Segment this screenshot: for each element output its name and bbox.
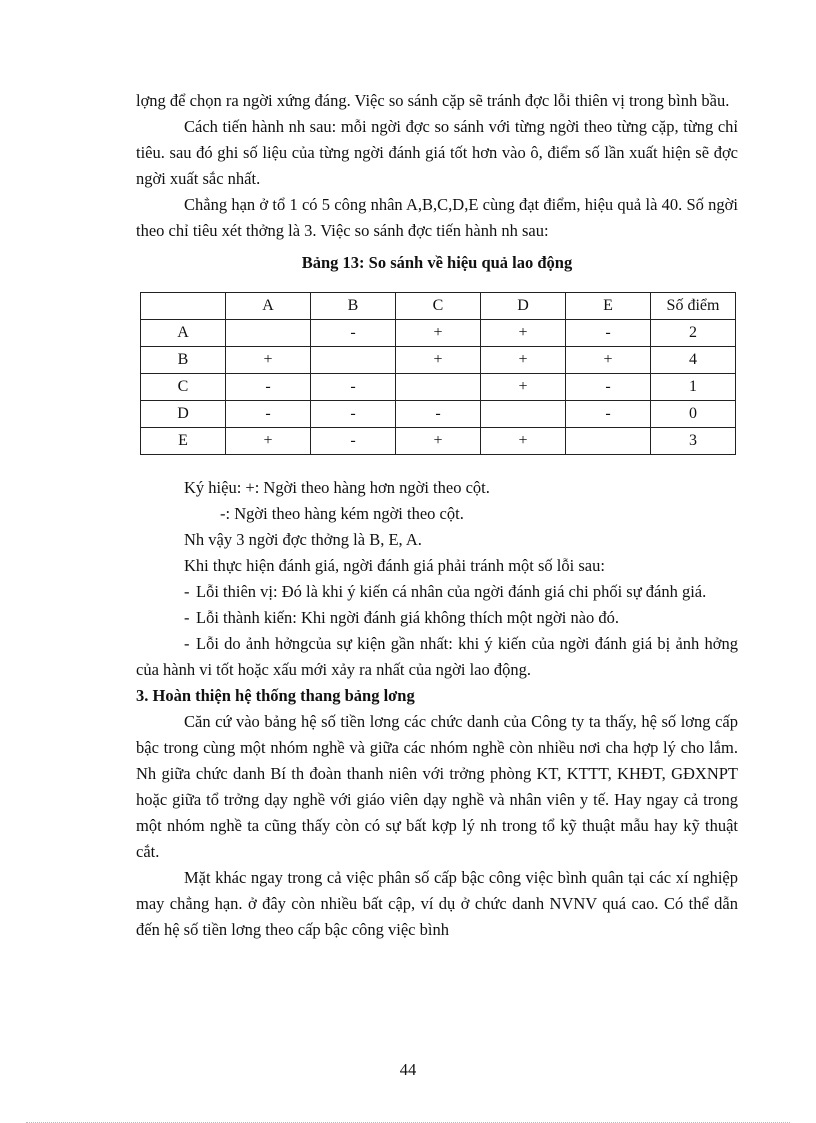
comparison-table [140, 292, 736, 455]
table-cell: D [141, 401, 226, 428]
table-cell: E [141, 428, 226, 455]
table-cell: + [396, 320, 481, 347]
table-cell: - [396, 401, 481, 428]
table-cell: 4 [651, 347, 736, 374]
bullet-dash: - [184, 634, 190, 653]
table-header-cell: C [396, 293, 481, 320]
legend-line: Nh vậy 3 ngời đợc thởng là B, E, A. [184, 530, 422, 549]
error-item [136, 605, 738, 631]
table-cell [311, 347, 396, 374]
table-cell: + [396, 347, 481, 374]
paragraph: Căn cứ vào bảng hệ số tiền lơng các chức danh của Công ty ta thấy, hệ số lơng cấp bậc trong cùng một nhóm nghề và giữa các nhóm nghề còn nhiều nơi cha hợp lý cho lắm. Nh giữa chức danh Bí th đoàn thanh niên với trởng phòng KT, KTTT, KHĐT, GĐXNPT hoặc giữa tổ trởng dạy nghề với giáo viên dạy nghề và nhân viên y tế. Hay ngay cả trong một nhóm nghề ta cũng thấy còn có sự bất kợp lý nh trong tổ kỹ thuật mẫu hay kỹ thuật cắt. [136, 712, 738, 861]
table-cell: - [566, 374, 651, 401]
table-row [141, 401, 736, 428]
table-cell [396, 374, 481, 401]
bullet-dash: - [184, 582, 190, 601]
legend-line: Khi thực hiện đánh giá, ngời đánh giá phải tránh một số lỗi sau: [184, 556, 605, 575]
page-content [136, 88, 738, 943]
table-header-cell: B [311, 293, 396, 320]
table-cell: - [311, 320, 396, 347]
table-row [141, 347, 736, 374]
table-cell: + [566, 347, 651, 374]
paragraph: Chẳng hạn ở tổ 1 có 5 công nhân A,B,C,D,E cùng đạt điểm, hiệu quả là 40. Số ngời theo chỉ tiêu xét thởng là 3. Việc so sánh đợc tiến hành nh sau: [136, 195, 738, 240]
table-cell: - [226, 401, 311, 428]
table-cell [566, 428, 651, 455]
bullet-dash: - [184, 608, 190, 627]
table-cell: 2 [651, 320, 736, 347]
table-cell: - [311, 428, 396, 455]
table-cell: - [311, 374, 396, 401]
table-header-cell: A [226, 293, 311, 320]
table-row [141, 428, 736, 455]
table-header-cell [141, 293, 226, 320]
legend-line: -: Ngời theo hàng kém ngời theo cột. [220, 504, 464, 523]
table-header-cell: E [566, 293, 651, 320]
legend-line: Ký hiệu: +: Ngời theo hàng hơn ngời theo cột. [184, 478, 490, 497]
error-item [136, 631, 738, 683]
table-cell: + [481, 320, 566, 347]
table-header-cell: D [481, 293, 566, 320]
error-text: Lỗi thành kiến: Khi ngời đánh giá không thích một ngời nào đó. [196, 608, 620, 627]
table-cell: - [566, 320, 651, 347]
table-title: Bảng 13: So sánh về hiệu quả lao động [301, 253, 573, 272]
table-cell: + [481, 428, 566, 455]
error-item [136, 579, 738, 605]
table-header-row [141, 293, 736, 320]
error-text: Lỗi do ảnh hởngcủa sự kiện gần nhất: khi ý kiến của ngời đánh giá bị ảnh hởng của hành vi tốt hoặc xấu mới xảy ra nhất của ngời lao động. [136, 634, 738, 679]
table-cell: 0 [651, 401, 736, 428]
paragraph: Cách tiến hành nh sau: mỗi ngời đợc so sánh với từng ngời theo từng cặp, từng chỉ tiêu. sau đó ghi số liệu của từng ngời đánh giá tốt hơn vào ô, điểm số lần xuất hiện sẽ đợc ngời xuất sắc nhất. [136, 117, 738, 188]
table-cell: 3 [651, 428, 736, 455]
error-text: Lỗi thiên vị: Đó là khi ý kiến cá nhân của ngời đánh giá chi phối sự đánh giá. [196, 582, 707, 601]
table-cell: + [481, 374, 566, 401]
table-cell: + [226, 347, 311, 374]
paragraph: Mặt khác ngay trong cả việc phân số cấp bậc công việc bình quân tại các xí nghiệp may chẳng hạn. ở đây còn nhiều bất cập, ví dụ ở chức danh NVNV quá cao. Có thể dẫn đến hệ số tiền lơng theo cấp bậc công việc bình [136, 868, 738, 939]
table-cell: A [141, 320, 226, 347]
table-cell: - [311, 401, 396, 428]
table-cell: + [481, 347, 566, 374]
table-row [141, 320, 736, 347]
table-cell [481, 401, 566, 428]
table-cell [226, 320, 311, 347]
table-cell: + [226, 428, 311, 455]
section-heading: 3. Hoàn thiện hệ thống thang bảng lơng [136, 686, 415, 705]
table-cell: - [566, 401, 651, 428]
table-cell: B [141, 347, 226, 374]
table-cell: C [141, 374, 226, 401]
legend-block [136, 475, 738, 579]
table-row [141, 374, 736, 401]
paragraph: lợng để chọn ra ngời xứng đáng. Việc so sánh cặp sẽ tránh đợc lỗi thiên vị trong bình bầu. [136, 91, 730, 110]
page-number: 44 [399, 1060, 417, 1079]
table-cell: 1 [651, 374, 736, 401]
table-cell: - [226, 374, 311, 401]
table-cell: + [396, 428, 481, 455]
table-header-cell: Số điểm [651, 293, 736, 320]
